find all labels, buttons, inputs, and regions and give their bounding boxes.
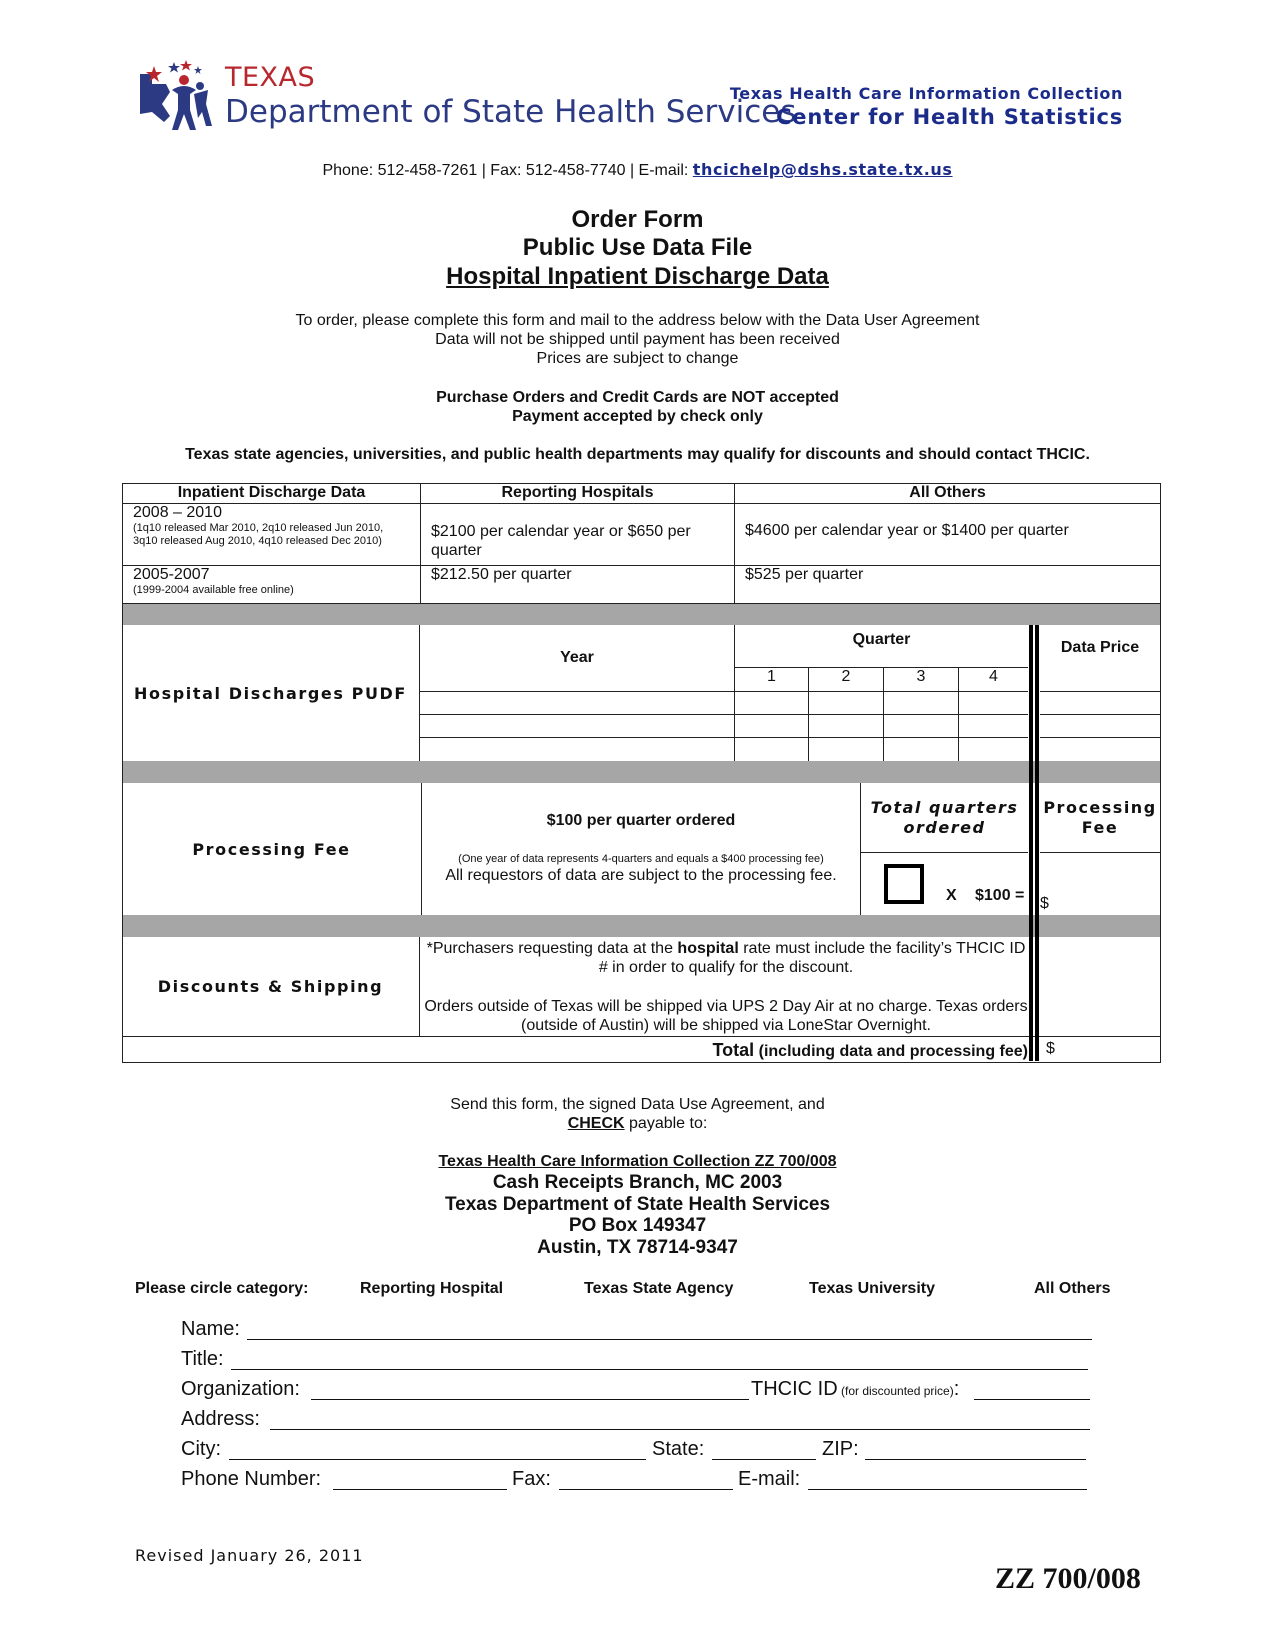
- title-field[interactable]: [231, 1369, 1088, 1370]
- quarter-col: 2: [809, 668, 884, 692]
- total-label-suffix: (including data and processing fee): [754, 1043, 1028, 1060]
- revised-date: Revised January 26, 2011: [135, 1546, 364, 1565]
- title-label: Title:: [181, 1348, 224, 1370]
- shipping-note: Orders outside of Texas will be shipped via UPS 2 Day Air at no charge. Texas orders (outside of Austin) will be shipped via LoneStar Overnight.: [424, 998, 1028, 1034]
- thcic-id-field[interactable]: [974, 1399, 1090, 1400]
- organization-field[interactable]: [311, 1399, 749, 1400]
- thcic-id-text: THCIC ID: [751, 1378, 838, 1400]
- send-line1: Send this form, the signed Data Use Agreement, and: [450, 1096, 825, 1113]
- contact-prefix: Phone: 512-458-7261 | Fax: 512-458-7740 | E-mail:: [322, 162, 693, 179]
- zip-field[interactable]: [865, 1459, 1086, 1460]
- quarters-checkbox[interactable]: [884, 864, 924, 904]
- check-word: CHECK: [567, 1115, 625, 1132]
- processing-fee-header: Processing Fee: [1043, 798, 1157, 837]
- processing-price: $100 per quarter ordered: [546, 812, 736, 829]
- pudf-label: Hospital Discharges PUDF: [134, 683, 407, 703]
- logo-department-text: Department of State Health Services: [225, 94, 797, 130]
- state-field[interactable]: [712, 1459, 816, 1460]
- form-subtitle: Public Use Data File: [522, 234, 753, 261]
- discount-text-post: rate must include the facility’s THCIC ID # in order to qualify for the discount.: [598, 940, 1026, 976]
- pricing-period-note: (1999-2004 available free online): [133, 584, 294, 596]
- processing-label-cell: [122, 783, 422, 915]
- org-heading: [730, 84, 1123, 129]
- order-price-field[interactable]: [1040, 715, 1160, 738]
- payment-note1: Purchase Orders and Credit Cards are NOT accepted: [436, 389, 839, 406]
- phone-label: Phone Number:: [181, 1468, 322, 1490]
- thcic-id-colon: :: [953, 1378, 960, 1400]
- total-field[interactable]: [1058, 1040, 1153, 1060]
- pricing-period-note: (1q10 released Mar 2010, 2q10 released Jun 2010, 3q10 released Aug 2010, 4q10 released Dec 2010): [133, 522, 384, 547]
- double-bar-left: [1029, 625, 1033, 1061]
- pricing-row: [123, 504, 1161, 566]
- total-label: Total: [712, 1040, 755, 1060]
- category-prompt: Please circle category:: [135, 1280, 309, 1297]
- column-divider: [958, 692, 959, 761]
- email-link[interactable]: thcichelp@dshs.state.tx.us: [692, 160, 953, 179]
- org-line2: Center for Health Statistics: [776, 105, 1123, 129]
- category-option-university[interactable]: Texas University: [809, 1280, 935, 1297]
- pudf-label-cell: [122, 625, 420, 761]
- pricing-period: 2005-2007: [133, 566, 210, 583]
- column-divider: [808, 692, 809, 761]
- address-line4: Austin, TX 78714-9347: [537, 1237, 738, 1258]
- discount-text-bold: hospital: [677, 940, 739, 957]
- form-number: ZZ 700/008: [995, 1562, 1141, 1595]
- discounts-label: Discounts & Shipping: [157, 977, 384, 996]
- name-field[interactable]: [247, 1339, 1092, 1340]
- address-line3: PO Box 149347: [568, 1215, 707, 1236]
- state-label: State:: [652, 1438, 705, 1460]
- order-row[interactable]: [420, 692, 1028, 715]
- pricing-hospital-price: $2100 per calendar year or $650 per quarter: [421, 504, 735, 566]
- instruction-line2: Data will not be shipped until payment has been received: [435, 331, 840, 348]
- quarter-col: 1: [735, 668, 809, 692]
- instruction-line3: Prices are subject to change: [536, 350, 739, 367]
- payee: Texas Health Care Information Collection ZZ 700/008: [438, 1153, 837, 1170]
- order-row[interactable]: [420, 715, 1028, 738]
- thcic-id-label: [751, 1378, 959, 1401]
- discount-text-pre: *Purchasers requesting data at the: [426, 940, 678, 957]
- email-label: E-mail:: [738, 1468, 801, 1490]
- discounts-label-cell: [122, 937, 420, 1036]
- dshs-logo: [140, 60, 797, 135]
- city-field[interactable]: [229, 1459, 646, 1460]
- form-subject: Hospital Inpatient Discharge Data: [446, 263, 829, 290]
- category-option-state-agency[interactable]: Texas State Agency: [584, 1280, 734, 1297]
- email-field[interactable]: [808, 1489, 1087, 1490]
- pricing-period-cell: [123, 504, 421, 566]
- pricing-period-cell: [123, 566, 421, 604]
- processing-fee-field[interactable]: [1042, 856, 1152, 910]
- name-label: Name:: [181, 1318, 240, 1340]
- total-quarters-header: Total quarters ordered: [870, 798, 1019, 837]
- discount-note: Texas state agencies, universities, and public health departments may qualify for discounts and should contact THCIC.: [185, 446, 1090, 463]
- city-label: City:: [181, 1438, 221, 1460]
- instruction-line1: To order, please complete this form and mail to the address below with the Data User Agreement: [295, 312, 980, 329]
- row-divider: [122, 1036, 1161, 1037]
- order-price-field[interactable]: [1040, 692, 1160, 715]
- pricing-others-price: $525 per quarter: [735, 566, 1161, 604]
- texas-star-figures-icon: [140, 60, 224, 132]
- pricing-table: [122, 483, 1161, 604]
- processing-requirement: All requestors of data are subject to the processing fee.: [445, 867, 837, 884]
- data-price-header: Data Price: [1040, 625, 1160, 692]
- payment-note2: Payment accepted by check only: [512, 408, 763, 425]
- thcic-id-note: (for discounted price): [837, 1384, 954, 1398]
- year-header: Year: [420, 625, 735, 692]
- pricing-period: 2008 – 2010: [133, 504, 222, 521]
- processing-note: (One year of data represents 4-quarters and equals a $400 processing fee): [458, 853, 824, 865]
- org-line1: Texas Health Care Information Collection: [729, 84, 1123, 103]
- discount-requirement: [424, 939, 1028, 977]
- row-divider: [1040, 852, 1160, 853]
- address-line1: Cash Receipts Branch, MC 2003: [492, 1172, 783, 1193]
- pricing-hospital-price: $212.50 per quarter: [421, 566, 735, 604]
- category-option-all-others[interactable]: All Others: [1034, 1280, 1111, 1297]
- separator-band: [123, 761, 1160, 783]
- form-title: Order Form: [571, 206, 704, 233]
- send-line2: [0, 1114, 1275, 1133]
- quarter-col: 3: [884, 668, 959, 692]
- zip-label: ZIP:: [822, 1438, 859, 1460]
- address-line2: Texas Department of State Health Services: [444, 1194, 831, 1215]
- address-field[interactable]: [270, 1429, 1090, 1430]
- send-line2-suffix: payable to:: [624, 1115, 708, 1132]
- contact-line: [0, 160, 1275, 180]
- fax-label: Fax:: [512, 1468, 551, 1490]
- organization-label: Organization:: [181, 1378, 300, 1400]
- pricing-header-data: Inpatient Discharge Data: [123, 484, 421, 504]
- processing-fee-dollar: $: [1040, 895, 1049, 912]
- pricing-header-others: All Others: [735, 484, 1161, 504]
- address-label: Address:: [181, 1408, 260, 1430]
- pricing-others-price: $4600 per calendar year or $1400 per quarter: [735, 504, 1161, 566]
- separator-band: [123, 604, 1160, 625]
- phone-field[interactable]: [333, 1489, 507, 1490]
- quarter-col: 4: [959, 668, 1028, 692]
- category-option-reporting-hospital[interactable]: Reporting Hospital: [360, 1280, 504, 1297]
- pricing-header-hospitals: Reporting Hospitals: [421, 484, 735, 504]
- total-label-cell: [400, 1040, 1028, 1061]
- multiplier-sign: X: [946, 887, 957, 904]
- logo-texas-text: TEXAS: [225, 62, 316, 93]
- total-dollar: $: [1046, 1040, 1055, 1057]
- unit-price: $100 =: [975, 887, 1025, 904]
- double-bar-right: [1035, 625, 1039, 1061]
- separator-band: [123, 915, 1160, 937]
- column-divider: [883, 692, 884, 761]
- processing-label: Processing Fee: [192, 839, 351, 859]
- column-divider: [734, 667, 735, 761]
- row-divider: [861, 852, 1028, 853]
- quarter-header: Quarter: [735, 625, 1028, 668]
- pricing-row: [123, 566, 1161, 604]
- fax-field[interactable]: [559, 1489, 733, 1490]
